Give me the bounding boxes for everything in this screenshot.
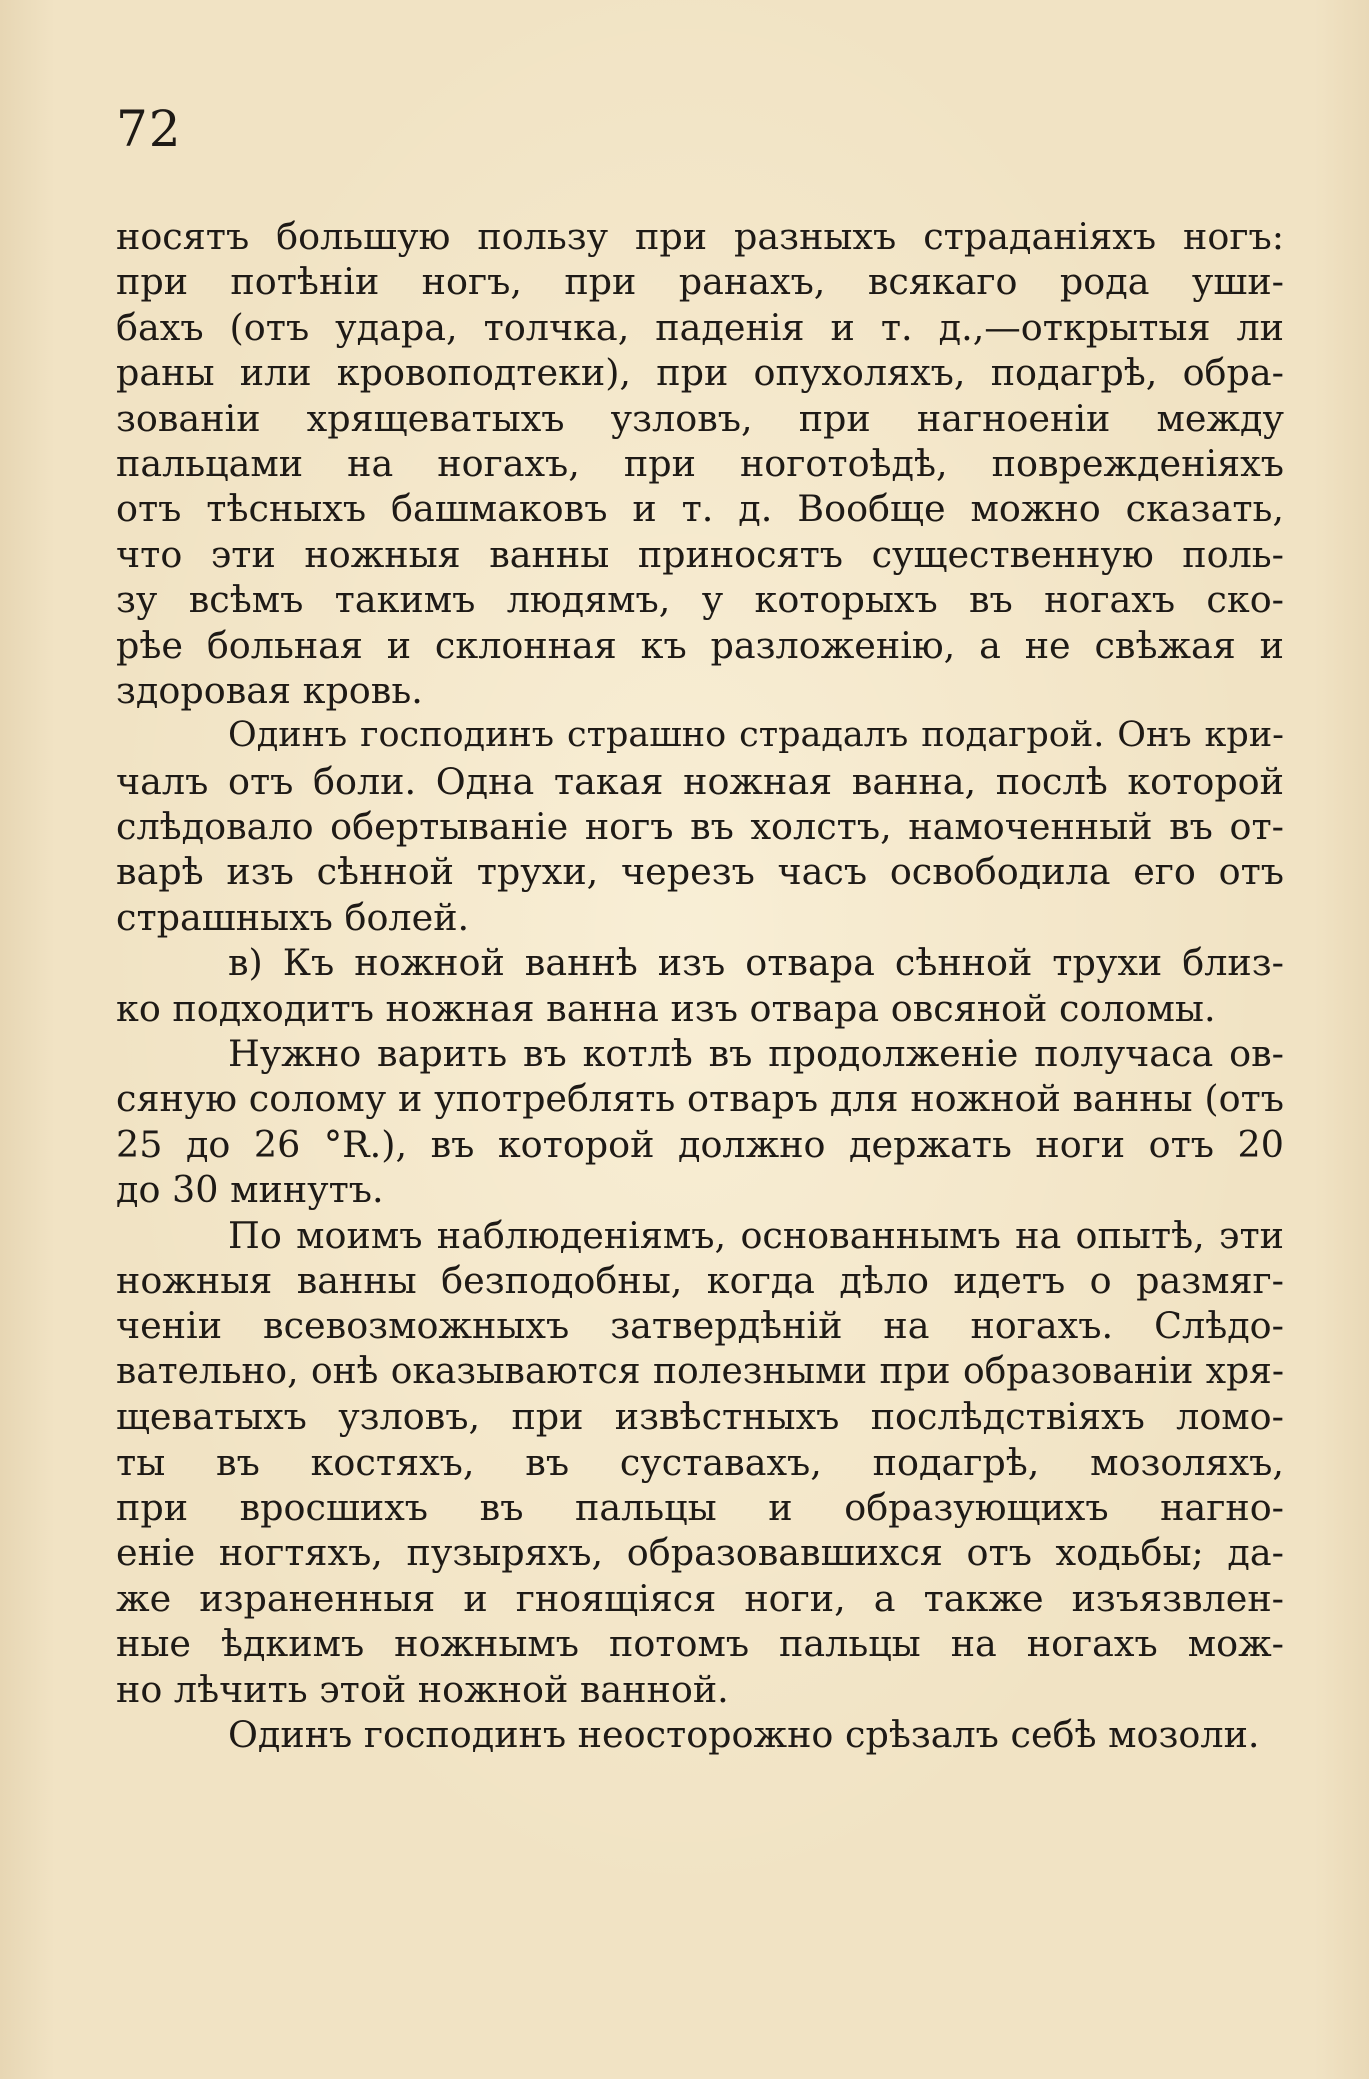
- text-line: же израненныя и гноящіяся ноги, а также изъязвлен-: [116, 1576, 1284, 1620]
- text-line: слѣдовало обертываніе ногъ въ холстъ, намоченный въ от-: [116, 805, 1284, 849]
- body-text: [116, 214, 1284, 1757]
- text-line: щеватыхъ узловъ, при извѣстныхъ послѣдствіяхъ ломо-: [116, 1395, 1284, 1439]
- text-line: пальцами на ногахъ, при ноготоѣдѣ, поврежденіяхъ: [116, 441, 1284, 485]
- text-line: Одинъ господинъ страшно страдалъ подагрой. Онъ кри-: [228, 715, 1284, 756]
- paragraph: [116, 713, 1284, 940]
- text-line: при потѣніи ногъ, при ранахъ, всякаго рода уши-: [116, 260, 1284, 304]
- text-line: 25 до 26 °R.), въ которой должно держать ноги отъ 20: [116, 1122, 1284, 1166]
- text-line: варѣ изъ сѣнной трухи, черезъ часъ освободила его отъ: [116, 850, 1284, 894]
- text-line: отъ тѣсныхъ башмаковъ и т. д. Вообще можно сказать,: [116, 487, 1284, 531]
- text-line: Одинъ господинъ неосторожно срѣзалъ себѣ мозоли.: [228, 1712, 1260, 1756]
- paragraph: [116, 940, 1284, 1031]
- text-line: вательно, онѣ оказываются полезными при образованіи хря-: [116, 1350, 1284, 1392]
- text-line: ты въ костяхъ, въ суставахъ, подагрѣ, мозоляхъ,: [116, 1440, 1284, 1484]
- text-line: еніе ногтяхъ, пузыряхъ, образовавшихся отъ ходьбы; да-: [116, 1531, 1284, 1575]
- text-line: в) Къ ножной ваннѣ изъ отвара сѣнной трухи близ-: [228, 941, 1284, 985]
- text-line: рѣе больная и склонная къ разложенію, а не свѣжая и: [116, 623, 1284, 667]
- text-line: что эти ножныя ванны приносятъ существенную поль-: [116, 532, 1284, 576]
- text-line: страшныхъ болей.: [116, 895, 470, 939]
- text-line: носятъ большую пользу при разныхъ страданіяхъ ногъ:: [116, 215, 1284, 258]
- text-line: здоровая кровь.: [116, 668, 423, 712]
- paragraph: [116, 1031, 1284, 1213]
- text-line: По моимъ наблюденіямъ, основаннымъ на опытѣ, эти: [228, 1213, 1284, 1257]
- text-line: ножныя ванны безподобны, когда дѣло идетъ о размяг-: [116, 1258, 1284, 1302]
- text-line: чалъ отъ боли. Одна такая ножная ванна, послѣ которой: [116, 759, 1284, 803]
- text-line: раны или кровоподтеки), при опухоляхъ, подагрѣ, обра-: [116, 351, 1284, 395]
- text-line: Нужно варить въ котлѣ въ продолженіе получаса ов-: [228, 1032, 1284, 1076]
- text-line: зу всѣмъ такимъ людямъ, у которыхъ въ ногахъ ско-: [116, 578, 1284, 622]
- paragraph: [116, 1712, 1284, 1757]
- page-number: 72: [116, 100, 182, 158]
- text-line: до 30 минутъ.: [116, 1168, 384, 1212]
- text-line: сяную солому и употреблять отваръ для ножной ванны (отъ: [116, 1077, 1284, 1121]
- paragraph: [116, 1213, 1284, 1712]
- text-line: ченіи всевозможныхъ затвердѣній на ногахъ. Слѣдо-: [116, 1304, 1284, 1348]
- text-line: зованіи хрящеватыхъ узловъ, при нагноеніи между: [116, 396, 1284, 440]
- text-line: бахъ (отъ удара, толчка, паденія и т. д.,—открытыя ли: [116, 305, 1284, 349]
- text-line: но лѣчить этой ножной ванной.: [116, 1667, 729, 1711]
- text-line: ные ѣдкимъ ножнымъ потомъ пальцы на ногахъ мож-: [116, 1622, 1284, 1666]
- text-line: при вросшихъ въ пальцы и образующихъ нагно-: [116, 1485, 1284, 1529]
- text-line: ко подходитъ ножная ванна изъ отвара овсяной соломы.: [116, 986, 1216, 1030]
- paragraph: [116, 214, 1284, 713]
